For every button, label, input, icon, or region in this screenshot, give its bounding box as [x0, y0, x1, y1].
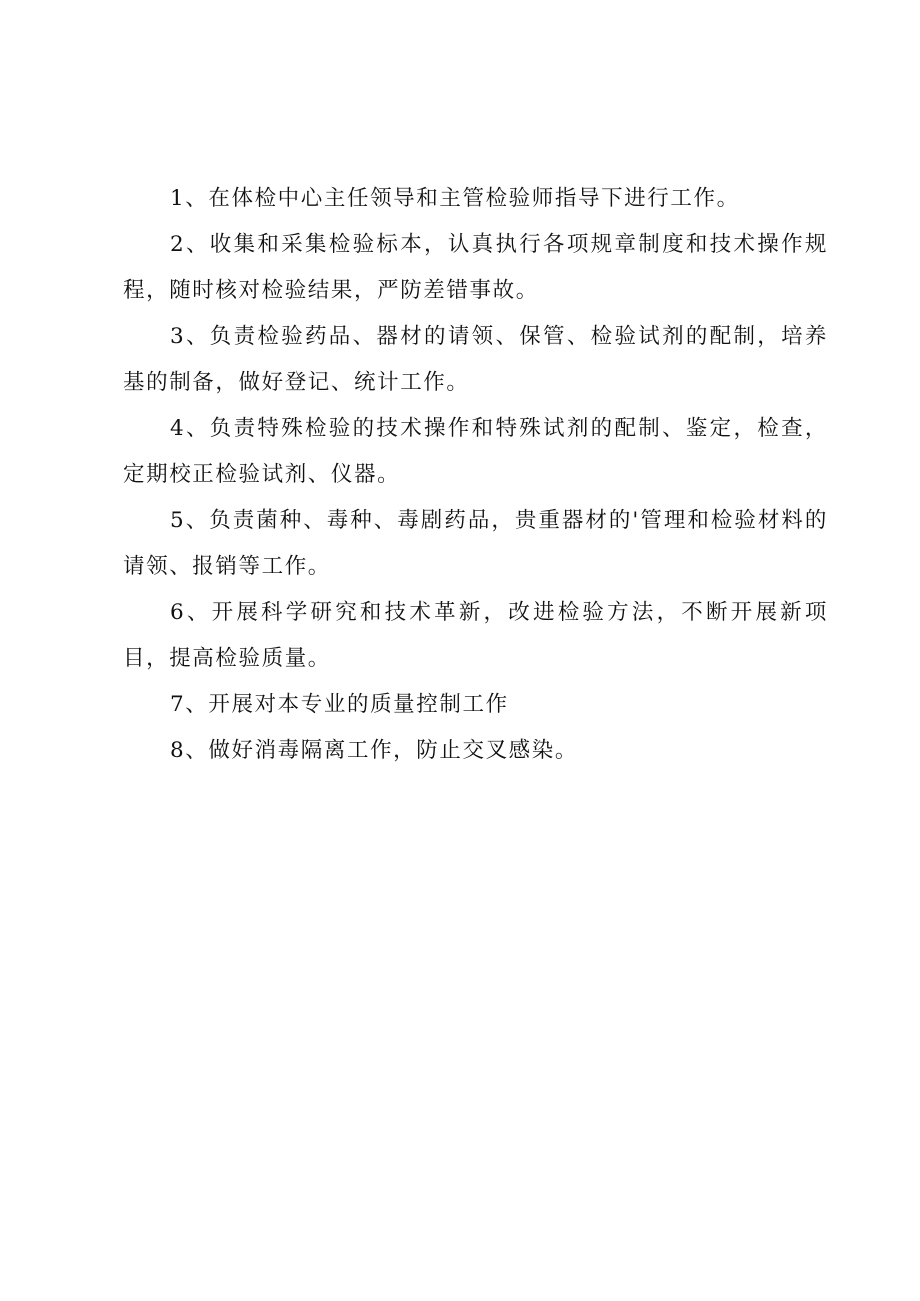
paragraph-5: 5、负责菌种、毒种、毒剧药品，贵重器材的'管理和检验材料的请领、报销等工作。 — [123, 508, 828, 579]
document-body — [123, 176, 828, 774]
paragraph-2: 2、收集和采集检验标本，认真执行各项规章制度和技术操作规程，随时核对检验结果，严防差错事故。 — [123, 232, 828, 303]
paragraph-4: 4、负责特殊检验的技术操作和特殊试剂的配制、鉴定，检查，定期校正检验试剂、仪器。 — [123, 416, 828, 487]
paragraph-8: 8、做好消毒隔离工作，防止交叉感染。 — [170, 738, 578, 763]
paragraph-3: 3、负责检验药品、器材的请领、保管、检验试剂的配制，培养基的制备，做好登记、统计工作。 — [123, 324, 828, 395]
paragraph-7: 7、开展对本专业的质量控制工作 — [170, 692, 509, 717]
paragraph-6: 6、开展科学研究和技术革新，改进检验方法，不断开展新项目，提高检验质量。 — [123, 600, 828, 671]
paragraph-1: 1、在体检中心主任领导和主管检验师指导下进行工作。 — [170, 186, 740, 211]
